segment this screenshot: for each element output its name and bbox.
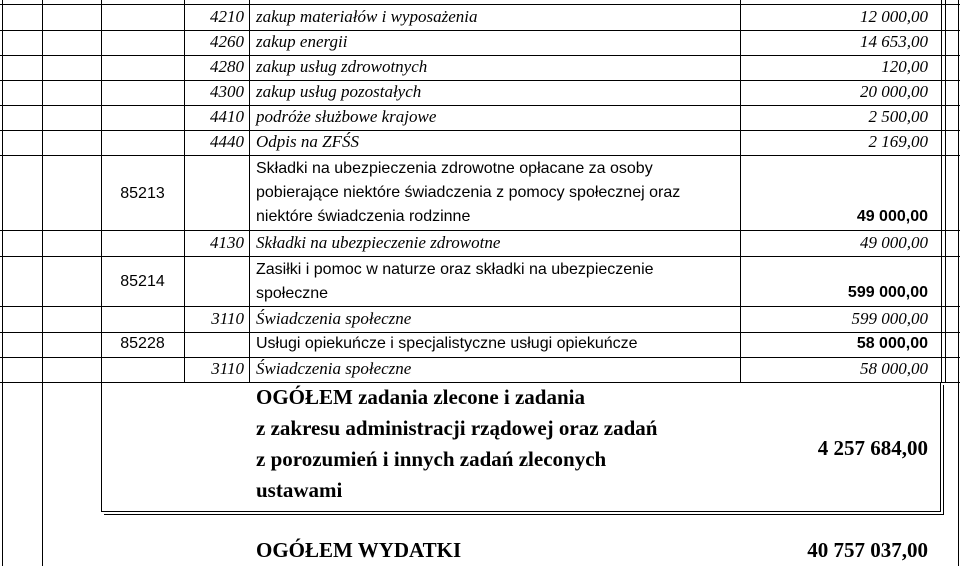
chapter-cell: 85214 <box>120 273 165 290</box>
desc-line: niektóre świadczenia rodzinne <box>256 208 471 225</box>
desc-cell: Odpis na ZFŚS <box>256 132 359 151</box>
desc-cell: zakup usług zdrowotnych <box>256 57 428 76</box>
row-divider <box>0 230 960 231</box>
chapter-cell: 85213 <box>120 185 165 202</box>
value-cell: 58 000,00 <box>856 335 928 352</box>
code-cell: 4130 <box>210 233 244 252</box>
desc-line: Zasiłki i pomoc w naturze oraz składki na ubezpieczenie <box>256 261 654 278</box>
code-cell: 3110 <box>211 309 244 328</box>
desc-cell: Świadczenia społeczne <box>256 359 412 378</box>
table-row <box>0 308 960 332</box>
table-row <box>0 156 960 230</box>
code-cell: 4210 <box>210 7 244 26</box>
col-divider <box>42 382 43 566</box>
value-cell: 120,00 <box>881 57 928 76</box>
summary-line: z zakresu administracji rządowej oraz zadań <box>256 416 658 440</box>
code-cell: 4440 <box>210 132 244 151</box>
table-row <box>0 106 960 130</box>
table-row <box>0 257 960 306</box>
table-row <box>0 31 960 55</box>
desc-cell <box>256 258 740 306</box>
table-row <box>0 232 960 256</box>
code-cell: 3110 <box>211 359 244 378</box>
summary-line: z porozumień i innych zadań zleconych <box>256 447 607 471</box>
table-row <box>0 81 960 105</box>
desc-line: pobierające niektóre świadczenia z pomocy społecznej oraz <box>256 184 681 201</box>
value-cell: 20 000,00 <box>860 82 928 101</box>
col-divider <box>2 382 3 566</box>
table-row <box>0 6 960 30</box>
total-label: OGÓŁEM WYDATKI <box>256 538 462 562</box>
value-cell: 2 169,00 <box>868 132 928 151</box>
code-cell: 4280 <box>210 57 244 76</box>
code-cell: 4260 <box>210 32 244 51</box>
value-cell: 599 000,00 <box>847 284 928 301</box>
summary-line: ustawami <box>256 478 343 502</box>
desc-line: społeczne <box>256 285 329 302</box>
value-cell: 58 000,00 <box>860 359 928 378</box>
desc-cell: Składki na ubezpieczenie zdrowotne <box>256 233 501 252</box>
value-cell: 49 000,00 <box>860 233 928 252</box>
desc-cell: zakup energii <box>256 32 348 51</box>
table-row <box>0 333 960 357</box>
row-divider <box>0 4 960 5</box>
value-cell: 12 000,00 <box>860 7 928 26</box>
summary-label <box>256 382 657 506</box>
total-value: 40 757 037,00 <box>807 538 928 562</box>
value-cell: 599 000,00 <box>851 309 928 328</box>
desc-cell: zakup materiałów i wyposażenia <box>256 7 478 26</box>
desc-line: Składki na ubezpieczenia zdrowotne opłacane za osoby <box>256 160 653 177</box>
code-cell: 4300 <box>210 82 244 101</box>
desc-cell: Usługi opiekuńcze i specjalistyczne usługi opiekuńcze <box>256 335 638 352</box>
row-divider <box>0 306 960 307</box>
table-row <box>0 56 960 80</box>
desc-cell: podróże służbowe krajowe <box>256 107 437 126</box>
table-row <box>0 358 960 382</box>
desc-cell: zakup usług pozostałych <box>256 82 422 101</box>
summary-value: 4 257 684,00 <box>817 436 928 460</box>
chapter-cell: 85228 <box>120 335 165 352</box>
value-cell: 49 000,00 <box>856 208 928 225</box>
code-cell: 4410 <box>210 107 244 126</box>
table-row <box>0 131 960 155</box>
summary-line: OGÓŁEM zadania zlecone i zadania <box>256 385 585 409</box>
value-cell: 14 653,00 <box>860 32 928 51</box>
value-cell: 2 500,00 <box>868 107 928 126</box>
desc-cell: Świadczenia społeczne <box>256 309 412 328</box>
desc-cell <box>256 157 746 229</box>
